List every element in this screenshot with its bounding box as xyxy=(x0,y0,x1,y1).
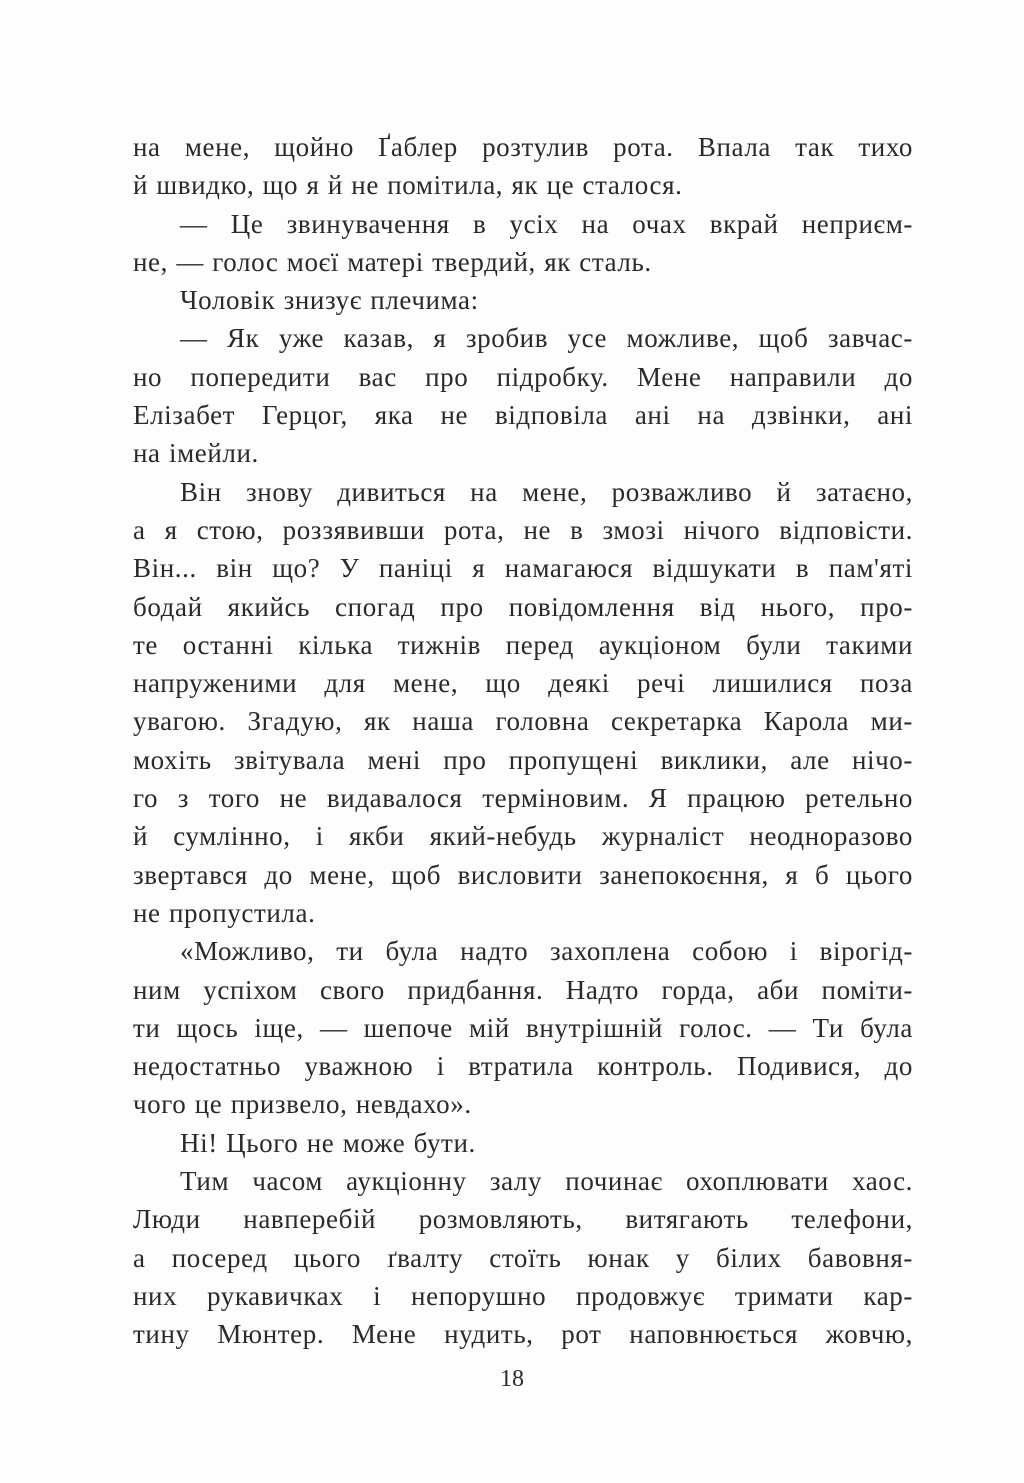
text-line: ти щось іще, — шепоче мій внутрішній голос. — Ти була xyxy=(133,1012,913,1043)
text-line: — Це звинувачення в усіх на очах вкрай неприєм- xyxy=(180,208,913,239)
text-line: Люди навперебій розмовляють, витягають телефони, xyxy=(133,1204,913,1235)
page-number: 18 xyxy=(500,1366,524,1392)
text-line: Чоловік знизує плечима: xyxy=(180,285,479,316)
text-line: а посеред цього ґвалту стоїть юнак у білих бавовня- xyxy=(133,1242,913,1273)
text-line: не, — голос моєї матері твердий, як сталь. xyxy=(133,246,652,277)
text-line: го з того не видавалося терміновим. Я працюю ретельно xyxy=(133,783,913,814)
text-line: тину Мюнтер. Мене нудить, рот наповнюється жовчю, xyxy=(133,1319,913,1350)
text-line: а я стою, роззявивши рота, не в змозі нічого відповісти. xyxy=(133,514,913,545)
text-line: те останні кілька тижнів перед аукціоном були такими xyxy=(133,629,913,660)
text-line: «Можливо, ти була надто захоплена собою і вірогід- xyxy=(180,936,913,967)
text-line: них рукавичках і непорушно продовжує тримати кар- xyxy=(133,1280,913,1311)
text-line: мохіть звітувала мені про пропущені виклики, але нічо- xyxy=(133,744,913,775)
text-line: ним успіхом свого придбання. Надто горда, аби поміти- xyxy=(133,974,913,1005)
text-line: Тим часом аукціонну залу починає охоплювати хаос. xyxy=(180,1166,913,1197)
text-line: Ні! Цього не може бути. xyxy=(180,1127,476,1158)
text-line: бодай якийсь спогад про повідомлення від нього, про- xyxy=(133,591,913,622)
text-line: напруженими для мене, що деякі речі лишилися поза xyxy=(133,668,913,699)
text-line: звертався до мене, щоб висловити занепокоєння, я б цього xyxy=(133,859,913,890)
text-line: недостатньо уважною і втратила контроль. Подивися, до xyxy=(133,1051,913,1082)
text-line: Він знову дивиться на мене, розважливо й затаєно, xyxy=(180,476,913,507)
text-line: но попередити вас про підробку. Мене направили до xyxy=(133,361,913,392)
text-line: на мене, щойно Ґаблер розтулив рота. Впала так тихо xyxy=(133,132,913,162)
text-line: увагою. Згадую, як наша головна секретарка Карола ми- xyxy=(133,706,913,737)
text-line: й швидко, що я й не помітила, як це сталося. xyxy=(133,170,683,201)
text-line: Елізабет Герцог, яка не відповіла ані на дзвінки, ані xyxy=(133,400,913,431)
body-text xyxy=(133,128,913,1354)
text-line: — Як уже казав, я зробив усе можливе, щоб завчас- xyxy=(180,323,913,354)
text-line: й сумлінно, і якби який-небудь журналіст неодноразово xyxy=(133,821,913,852)
text-line: не пропустила. xyxy=(133,897,316,928)
text-line: Він... він що? У паніці я намагаюся відшукати в пам'яті xyxy=(133,553,913,584)
text-line: на імейли. xyxy=(133,438,259,469)
text-line: чого це призвело, невдахо». xyxy=(133,1089,472,1120)
